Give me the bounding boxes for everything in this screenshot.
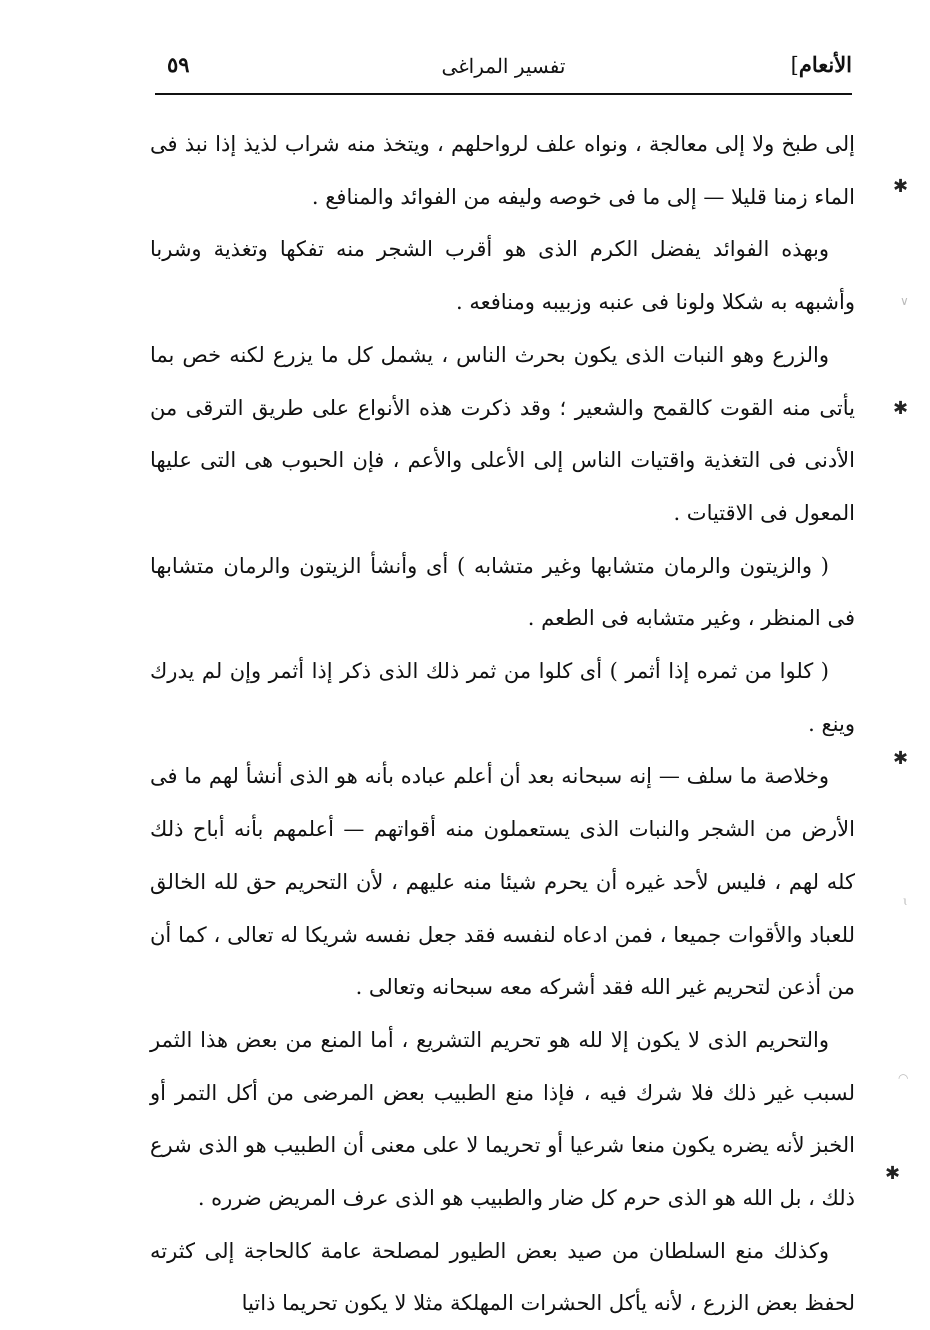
chapter-label: الأنعام bbox=[798, 52, 852, 77]
body-text bbox=[150, 118, 855, 1330]
margin-ink-mark: ✱ bbox=[893, 748, 909, 769]
paragraph: ( والزيتون والرمان متشابها وغير متشابه ) أى وأنشأ الزيتون والرمان متشابها فى المنظر ، وغير متشابه فى الطعم . bbox=[150, 553, 855, 631]
chapter-bracket: ] bbox=[790, 53, 799, 77]
book-title: تفسير المراغى bbox=[441, 54, 566, 78]
chapter-name bbox=[787, 52, 852, 77]
margin-ink-mark: ◠ bbox=[898, 1071, 909, 1085]
margin-ink-mark: ✱ bbox=[885, 1163, 901, 1184]
paragraph: والتحريم الذى لا يكون إلا لله هو تحريم التشريع ، أما المنع من بعض هذا الثمر لسبب غير ذلك فلا شرك فيه ، فإذا منع الطبيب بعض المرضى من أكل التمر أو الخبز لأنه يضره يكون منعا شرعيا أو تحريما لا على معنى أن الطبيب هو الذى شرع ذلك ، بل الله هو الذى حرم كل ضار والطبيب هو الذى عرف المريض ضرره . bbox=[150, 1027, 855, 1211]
page-header bbox=[155, 52, 852, 88]
paragraph: ( كلوا من ثمره إذا أثمر ) أى كلوا من ثمر ذلك الذى ذكر إذا أثمر وإن لم يدرك وينع . bbox=[150, 659, 855, 736]
margin-ink-mark: ✱ bbox=[893, 398, 909, 419]
margin-ink-mark: ɩ bbox=[903, 894, 908, 908]
page-number: ٥٩ bbox=[167, 52, 190, 77]
paragraph: إلى طبخ ولا إلى معالجة ، ونواه علف لرواحلهم ، ويتخذ منه شراب لذيذ إذا نبذ فى الماء زمنا قليلا — إلى ما فى خوصه وليفه من الفوائد والمنافع . bbox=[150, 132, 855, 209]
paragraph: وكذلك منع السلطان من صيد بعض الطيور لمصلحة عامة كالحاجة إلى كثرته لحفظ بعض الزرع ، لأنه يأكل الحشرات المهلكة مثلا لا يكون تحريما ذاتيا bbox=[150, 1238, 855, 1316]
margin-ink-mark: ∨ bbox=[900, 294, 909, 308]
paragraph: والزرع وهو النبات الذى يكون بحرث الناس ، يشمل كل ما يزرع لكنه خص بما يأتى منه القوت كالقمح والشعير ؛ وقد ذكرت هذه الأنواع على طريق الترقى من الأدنى فى التغذية واقتيات الناس إلى الأعلى والأعم ، فإن الحبوب هى التى عليها المعول فى الاقتيات . bbox=[150, 342, 855, 525]
header-divider bbox=[155, 93, 852, 95]
paragraph: وخلاصة ما سلف — إنه سبحانه بعد أن أعلم عباده بأنه هو الذى أنشأ لهم ما فى الأرض من الشجر والنبات الذى يستعملون منه أقواتهم — أعلمهم بأنه أباح ذلك كله لهم ، فليس لأحد غيره أن يحرم شيئا منه عليهم ، لأن التحريم حق لله الخالق للعباد والأقوات جميعا ، فمن ادعاه لنفسه فقد جعل نفسه شريكا له تعالى ، كما أن من أذعن لتحريم غير الله فقد أشركه معه سبحانه وتعالى . bbox=[150, 764, 855, 1000]
paragraph: وبهذه الفوائد يفضل الكرم الذى هو أقرب الشجر منه تفكها وتغذية وشربا وأشبهه به شكلا ولونا فى عنبه وزبيبه ومنافعه . bbox=[150, 237, 855, 315]
margin-ink-mark: ✱ bbox=[893, 176, 909, 197]
